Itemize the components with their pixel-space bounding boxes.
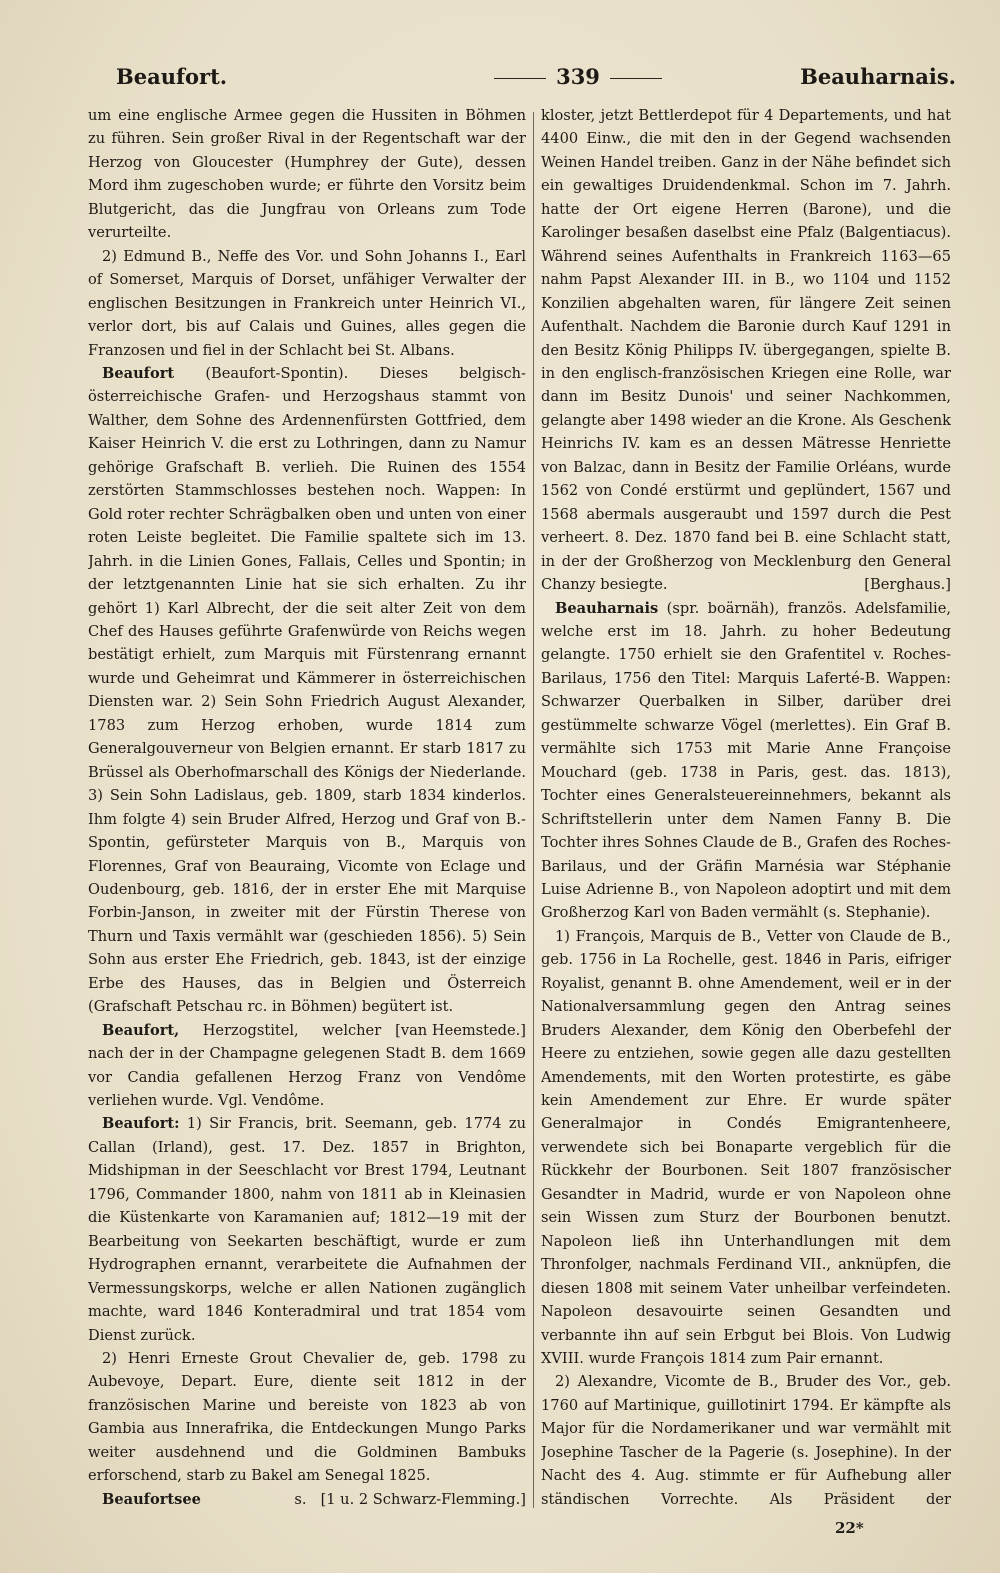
entry-text: kloster, jetzt Bettlerdepot für 4 Departements, und hat 4400 Einw., die mit den in der Gegend wachsenden Weinen Handel treiben. Ganz in der Nähe befindet sich ein gewaltiges Druidendenkmal. Schon im 7. Jahrh. hatte der Ort eigene Herren (Barone), und die Karolinger besaßen daselbst eine Pfalz (Balgentiacus). Während seines Aufenthalts in Frankreich 1163—65 nahm Papst Alexander III. in B., wo 1104 und 1152 Konzilien abgehalten waren, für längere Zeit seinen Aufenthalt. Nachdem die Baronie durch Kauf 1291 in den Besitz König Philipps IV. übergegangen, spielte B. in den englisch-französischen Kriegen eine Rolle, war dann im Besitz Dunois' und seiner Nachkommen, gelangte aber 1498 wieder an die Krone. Als Geschenk Heinrichs IV. kam es an dessen Mätresse Henriette von Balzac, dann in Besitz der Familie Orléans, wurde 1562 von Condé erstürmt und geplündert, 1567 und 1568 abermals ausgeraubt und 1597 durch die Pest verheert. 8. Dez. 1870 fand bei B. eine Schlacht statt, in der der Großherzog von Mecklenburg den General Chanzy besiegte. bbox=[541, 107, 951, 594]
page-number-block bbox=[448, 64, 708, 89]
paragraph: 2) Edmund B., Neffe des Vor. und Sohn Johanns I., Earl of Somerset, Marquis of Dorset, unfähiger Verwalter der englischen Besitzungen in Frankreich unter Heinrich VI., verlor dort, bis auf Calais und Guines, alles gegen die Franzosen und fiel in der Schlacht bei St. Albans. bbox=[88, 247, 526, 359]
right-column bbox=[541, 104, 951, 1514]
entry-headword: Beaufort: bbox=[102, 1115, 180, 1133]
entry-headword: Beaufort bbox=[102, 364, 175, 382]
running-header bbox=[80, 58, 956, 94]
entry-text: s. bbox=[294, 1490, 307, 1508]
source-attribution: [van Heemstede.] bbox=[395, 1021, 526, 1039]
entry-paragraph bbox=[88, 362, 526, 1039]
entry-text: 2) Henri Erneste Grout Chevalier de, geb. 1798 zu Aubevoye, Depart. Eure, diente seit 1812 in der französischen Marine und bereiste von 1823 ab von Gambia aus Innerafrika, die Entdeckungen Mungo Parks weiter ausdehnend und die Goldminen Bambuks erforschend, starb zu Bakel am Senegal 1825. bbox=[88, 1350, 526, 1485]
source-attribution: [1 u. 2 Schwarz-Flemming.] bbox=[320, 1490, 526, 1508]
source-attribution: [Berghaus.] bbox=[864, 576, 951, 594]
signature-mark: 22* bbox=[835, 1519, 864, 1537]
entry-text: Herzogstitel, welcher nach der in der Champagne gelegenen Stadt B. dem 1669 vor Candia gefallenen Herzog Franz von Vendôme verliehen wurde. Vgl. Vendôme. bbox=[88, 1021, 526, 1110]
column-divider bbox=[533, 112, 534, 1508]
paragraph: um eine englische Armee gegen die Hussiten in Böhmen zu führen. Sein großer Rival in der Regentschaft war der Herzog von Gloucester (Humphrey der Gute), dessen Mord ihm zugeschoben wurde; er führte den Vorsitz beim Blutgericht, das die Jungfrau von Orleans zum Tode verurteilte. bbox=[88, 107, 526, 242]
entry-paragraph bbox=[88, 1112, 526, 1347]
header-left-keyword: Beaufort. bbox=[116, 64, 228, 89]
left-column bbox=[88, 104, 526, 1514]
entry-text: (Beaufort-Spontin). Dieses belgisch-österreichische Grafen- und Herzogshaus stammt von Walther, dem Sohne des Ardennenfürsten Gottfried, dem Kaiser Heinrich V. die erst zu Lothringen, dann zu Namur gehörige Grafschaft B. verlieh. Die Ruinen des 1554 zerstörten Stammschlosses bestehen noch. Wappen: In Gold roter rechter Schrägbalken oben und unten von einer roten Leiste begleitet. Die Familie spaltete sich im 13. Jahrh. in die Linien Gones, Fallais, Celles und Spontin; in der letztgenannten Linie hat sie sich erhalten. Zu ihr gehört 1) Karl Albrecht, der die seit alter Zeit von dem Chef des Hauses geführte Grafenwürde von Reichs wegen bestätigt erhielt, zum Marquis mit Fürstenrang ernannt wurde und Geheimrat und Kämmerer in österreichischen Diensten war. 2) Sein Sohn Friedrich August Alexander, 1783 zum Herzog erhoben, wurde 1814 zum Generalgouverneur von Belgien ernannt. Er starb 1817 zu Brüssel als Oberhofmarschall des Königs der Niederlande. 3) Sein Sohn Ladislaus, geb. 1809, starb 1834 kinderlos. Ihm folgte 4) sein Bruder Alfred, Herzog und Graf von B.-Spontin, gefürsteter Marquis von B., Marquis von Florennes, Graf von Beauraing, Vicomte von Eclage und Oudenbourg, geb. 1816, der in erster Ehe mit Marquise Forbin-Janson, in zweiter mit der Fürstin Therese von Thurn und Taxis vermählt war (geschieden 1856). 5) Sein Sohn aus erster Ehe Friedrich, geb. 1843, ist der einzige Erbe des Hauses, das in Belgien und Österreich (Grafschaft Petschau rc. in Böhmen) begütert ist. bbox=[88, 364, 526, 1016]
entry-headword: Beaufort, bbox=[102, 1021, 180, 1039]
entry-headword: Beaufortsee bbox=[102, 1490, 201, 1508]
paragraph: 1) François, Marquis de B., Vetter von Claude de B., geb. 1756 in La Rochelle, gest. 1846 in Paris, eifriger Royalist, genannt B. ohne Amendement, weil er in der Nationalversammlung gegen den Antrag seines Bruders Alexander, dem König den Oberbefehl der Heere zu entziehen, sowie gegen alle dazu gestellten Amendements, mit den Worten protestirte, es gäbe kein Amendement zur Ehre. Er wurde später Generalmajor in Condés Emigrantenheere, verwendete sich bei Bonaparte vergeblich für die Rückkehr der Bourbonen. Seit 1807 französischer Gesandter in Madrid, wurde er von Napoleon ohne sein Wissen zum Sturz der Bourbonen benutzt. Napoleon ließ ihn Unterhandlungen mit dem Thronfolger, nachmals Ferdinand VII., anknüpfen, die diesen 1808 mit seinem Vater unheilbar verfeindeten. Napoleon desavouirte seinen Gesandten und verbannte ihn auf sein Erbgut bei Blois. Von Ludwig XVIII. wurde François 1814 zum Pair ernannt. bbox=[541, 927, 951, 1368]
page-number: 339 bbox=[556, 64, 600, 89]
entry-text: 1) Sir Francis, brit. Seemann, geb. 1774 zu Callan (Irland), gest. 17. Dez. 1857 in Brighton, Midshipman in der Seeschlacht vor Brest 1794, Leutnant 1796, Commander 1800, nahm von 1811 ab in Kleinasien die Küstenkarte von Karamanien auf; 1812—19 mit der Bearbeitung von Seekarten beschäftigt, wurde er zum Hydrographen ernannt, verarbeitete die Aufnahmen der Vermessungskorps, welche er allen Nationen zugänglich machte, ward 1846 Konteradmiral und trat 1854 vom Dienst zurück. bbox=[88, 1115, 526, 1344]
entry-paragraph bbox=[541, 597, 951, 925]
header-right-keyword: Beauharnais. bbox=[800, 64, 956, 89]
paragraph bbox=[541, 104, 951, 597]
paragraph: 2) Alexandre, Vicomte de B., Bruder des Vor., geb. 1760 auf Martinique, guillotinirt 1794. Er kämpfte als Major für die Nordamerikaner und war vermählt mit Josephine Tascher de la Pagerie (s. Josephine). In der Nacht des 4. Aug. stimmte er für Aufhebung aller ständischen Vorrechte. Als Präsident der bbox=[541, 1373, 951, 1508]
entry-headword: Beauharnais bbox=[555, 599, 659, 617]
entry-text: (spr. boärnäh), französ. Adelsfamilie, welche erst im 18. Jahrh. zu hoher Bedeutung gelangte. 1750 erhielt sie den Grafentitel v. Roches-Barilaus, 1756 den Titel: Marquis Laferté-B. Wappen: Schwarzer Querbalken in Silber, darüber drei gestümmelte schwarze Vögel (merlettes). Ein Graf B. vermählte sich 1753 mit Marie Anne Françoise Mouchard (geb. 1738 in Paris, gest. das. 1813), Tochter eines Generalsteuereinnehmers, bekannt als Schriftstellerin unter dem Namen Fanny B. Die Tochter ihres Sohnes Claude de B., Grafen des Roches-Barilaus, und der Gräfin Marnésia war Stéphanie Luise Adrienne B., von Napoleon adoptirt und mit dem Großherzog Karl von Baden vermählt (s. Stephanie). bbox=[541, 599, 951, 922]
